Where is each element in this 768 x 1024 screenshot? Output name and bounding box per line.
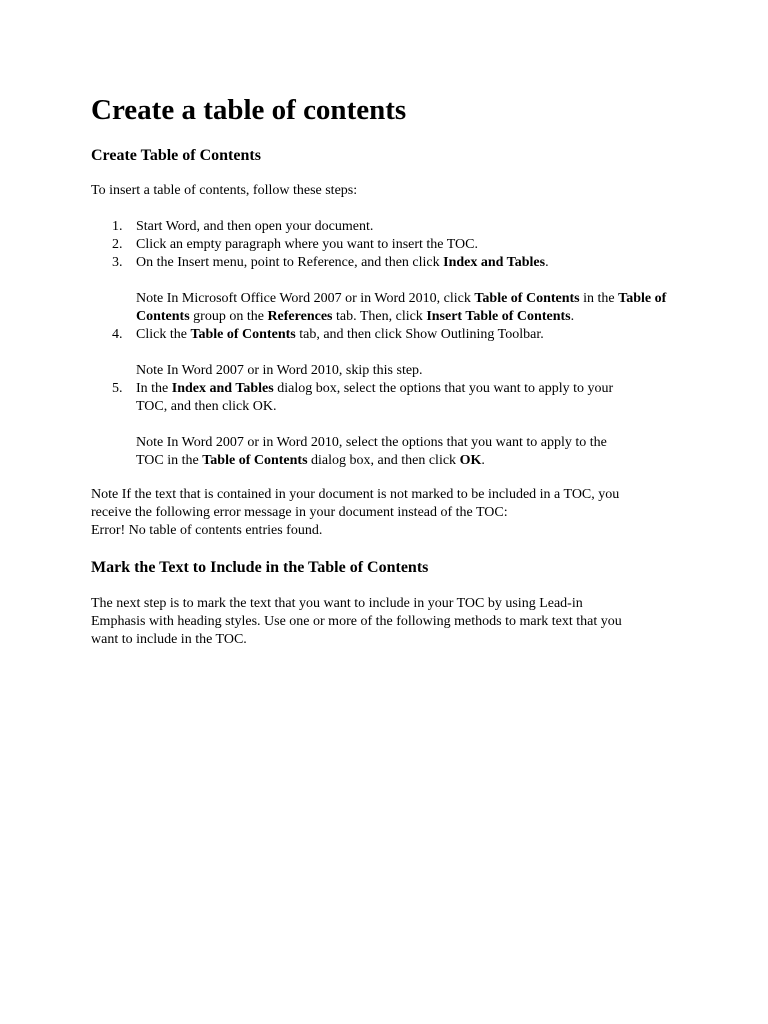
list-item-step-3	[91, 254, 691, 326]
list-item-step-1	[91, 218, 691, 236]
step-text: Click an empty paragraph where you want to insert the TOC.	[136, 237, 479, 252]
note-text-part: .	[481, 453, 485, 468]
step-text: Start Word, and then open your document.	[136, 219, 374, 234]
note-text-part: .	[570, 309, 575, 324]
step-note-line2	[136, 452, 691, 470]
list-item-step-2	[91, 236, 691, 254]
page-title: Create a table of contents	[91, 94, 407, 126]
step-number: 5.	[112, 381, 123, 396]
note-text-part: tab. Then, click	[332, 309, 427, 324]
note-line: receive the following error message in your document instead of the TOC:	[91, 505, 508, 520]
document-body	[91, 88, 691, 649]
mark-text-paragraph	[91, 595, 691, 649]
step-number: 4.	[112, 327, 123, 342]
step-text	[136, 380, 691, 398]
steps-list	[91, 218, 691, 470]
note-bold-text: Insert Table of Contents	[426, 309, 571, 324]
list-item-step-5	[91, 380, 691, 470]
note-bold-text: Table of Contents	[136, 291, 667, 324]
step-text-part: dialog box, select the options that you want to apply to your	[273, 381, 614, 396]
note-text-part: Note In Microsoft Office Word 2007 or in Word 2010, click	[136, 291, 475, 306]
step-text-part: Click the	[136, 327, 191, 342]
step-number: 2.	[112, 237, 123, 252]
note-text-part: dialog box, and then click	[307, 453, 460, 468]
step-text	[136, 254, 691, 272]
paragraph-line: Emphasis with heading styles. Use one or more of the following methods to mark text that you	[91, 614, 622, 629]
section-heading-create-toc: Create Table of Contents	[91, 147, 261, 164]
paragraph-line: The next step is to mark the text that you want to include in your TOC by using Lead-in	[91, 596, 583, 611]
step-text-line2: TOC, and then click OK.	[136, 399, 277, 414]
note-bold-text: OK	[459, 453, 482, 468]
note-bold-text: Table of Contents	[202, 453, 308, 468]
step-text-part: .	[545, 255, 549, 270]
paragraph-line: want to include in the TOC.	[91, 632, 247, 647]
note-bold-text: References	[267, 309, 333, 324]
step-note-line1: Note In Word 2007 or in Word 2010, select the options that you want to apply to the	[136, 435, 607, 450]
list-item-step-4	[91, 326, 691, 380]
step-text-part: tab, and then click Show Outlining Toolbar.	[295, 327, 544, 342]
step-note: Note In Word 2007 or in Word 2010, skip this step.	[136, 363, 423, 378]
section-heading-mark-text: Mark the Text to Include in the Table of Contents	[91, 559, 429, 576]
note-line: Note If the text that is contained in your document is not marked to be included in a TOC, you	[91, 487, 620, 502]
step-bold-text: Table of Contents	[190, 327, 296, 342]
step-note	[136, 290, 691, 326]
step-bold-text: Index and Tables	[443, 255, 546, 270]
step-text-part: In the	[136, 381, 172, 396]
note-text-part: in the	[579, 291, 619, 306]
step-text	[136, 326, 691, 344]
step-number: 1.	[112, 219, 123, 234]
note-text-part: group on the	[189, 309, 268, 324]
note-bold-text: Table of Contents	[474, 291, 580, 306]
step-number: 3.	[112, 255, 123, 270]
error-message: Error! No table of contents entries found.	[91, 523, 323, 538]
intro-paragraph: To insert a table of contents, follow these steps:	[91, 183, 358, 198]
step-text-part: On the Insert menu, point to Reference, and then click	[136, 255, 444, 270]
step-bold-text: Index and Tables	[171, 381, 274, 396]
toc-error-note	[91, 486, 691, 540]
note-text-part: TOC in the	[136, 453, 203, 468]
